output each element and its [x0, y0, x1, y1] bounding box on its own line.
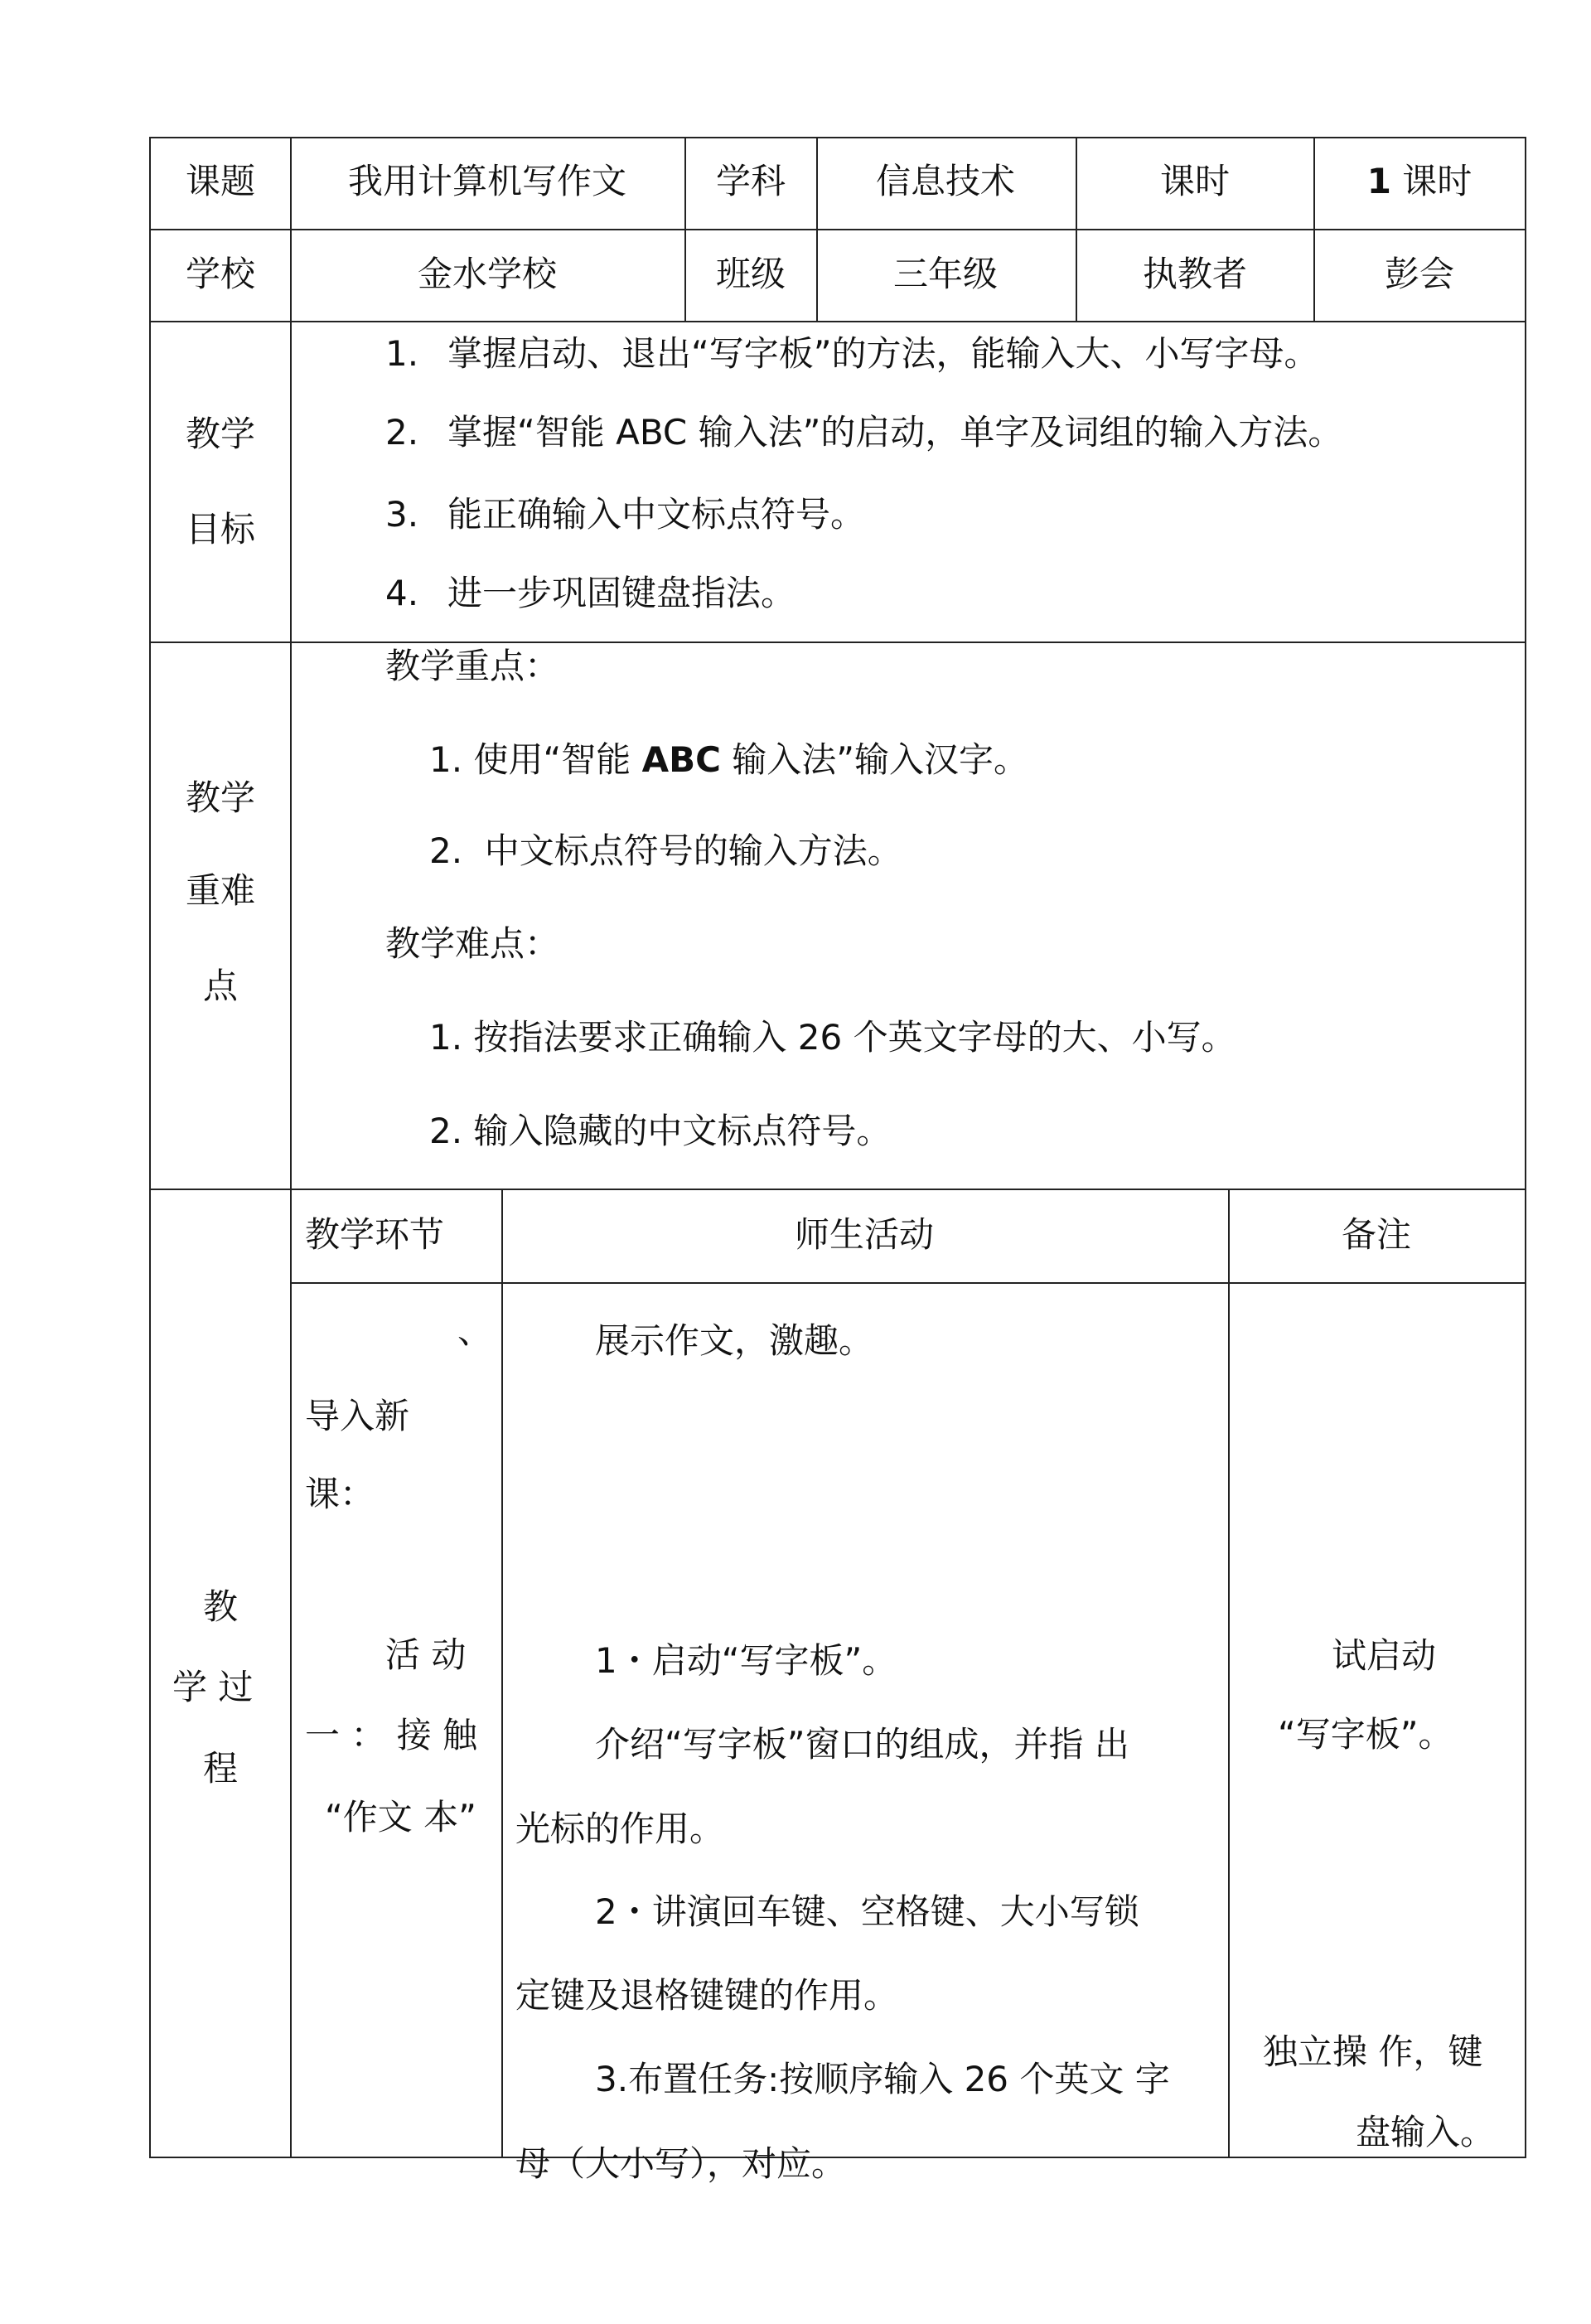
- note-item: 盘输入。: [1356, 2112, 1496, 2152]
- objectives-label-line2: 目标: [185, 509, 256, 550]
- note-item: 试启动: [1331, 1635, 1437, 1676]
- process-label-line1: 教: [202, 1586, 239, 1627]
- teacher-value: 彭会: [1384, 254, 1455, 294]
- period-label: 课时: [1159, 161, 1231, 201]
- class-label: 班级: [715, 254, 786, 294]
- objective-number: 1.: [385, 333, 419, 374]
- focus-item-number: 2.: [429, 830, 463, 871]
- objective-text: 进一步巩固键盘指法。: [447, 573, 796, 613]
- note-item: “写字板”。: [1278, 1714, 1453, 1755]
- activity-intro: 展示作文，激趣。: [595, 1320, 874, 1361]
- key-points-label-line1: 教学: [185, 777, 256, 818]
- objective-number: 4.: [385, 573, 419, 613]
- focus-item-abc: ABC: [641, 739, 721, 780]
- focus-item-text: 使用“智能: [473, 739, 631, 780]
- focus-item-text: 中文标点符号的输入方法。: [484, 830, 902, 871]
- objective-text: 掌握启动、退出“写字板”的方法，能输入大、小写字母。: [447, 333, 1319, 374]
- note-item: 独立操 作，键: [1263, 2031, 1483, 2072]
- subject-label: 课题: [185, 161, 256, 201]
- activity-step: 母（大小写），对应。: [515, 2143, 847, 2184]
- focus-item-2: [429, 830, 902, 871]
- period-unit: 课时: [1402, 161, 1473, 201]
- activity-step: 2・讲演回车键、空格键、大小写锁: [595, 1891, 1139, 1932]
- focus-item-text: 输入法”输入汉字。: [732, 739, 1029, 780]
- school-value: 金水学校: [417, 254, 558, 294]
- objectives-label-line1: 教学: [185, 414, 256, 454]
- school-label: 学校: [185, 254, 256, 294]
- difficulty-item: 2. 输入隐藏的中文标点符号。: [429, 1111, 892, 1151]
- column-header-stage: 教学环节: [305, 1214, 445, 1255]
- activity-step: 定键及退格键键的作用。: [515, 1975, 899, 2016]
- objective-number: 2.: [385, 412, 419, 453]
- activity-step: 3.布置任务:按顺序输入 26 个英文 字: [595, 2059, 1170, 2099]
- subject-value: 我用计算机写作文: [347, 161, 627, 201]
- period-value: [1366, 161, 1473, 201]
- stage-activity-line1: 活 动: [385, 1634, 467, 1675]
- difficulty-heading: 教学难点：: [385, 923, 560, 964]
- column-header-activity: 师生活动: [794, 1214, 935, 1255]
- activity-step: 介绍“写字板”窗口的组成，并指 出: [595, 1724, 1129, 1765]
- stage-activity-line2: 一 ： 接 触: [305, 1715, 478, 1755]
- course-label: 学科: [715, 161, 786, 201]
- objective-number: 3.: [385, 494, 419, 535]
- stage-intro-line1: 导入新: [305, 1396, 410, 1436]
- activity-step: 光标的作用。: [515, 1808, 725, 1849]
- period-number: 1: [1366, 161, 1391, 201]
- stage-intro-line2: 课：: [305, 1474, 375, 1514]
- activity-step: 1・启动“写字板”。: [595, 1640, 897, 1681]
- process-label-line2: 学 过: [172, 1667, 254, 1707]
- process-label-line3: 程: [202, 1748, 239, 1789]
- objective-text: 能正确输入中文标点符号。: [447, 494, 866, 535]
- teacher-label: 执教者: [1142, 254, 1248, 294]
- class-value: 三年级: [892, 254, 999, 294]
- objective-text: 掌握“智能 ABC 输入法”的启动，单字及词组的输入方法。: [447, 412, 1343, 453]
- stage-mark: 、: [457, 1310, 493, 1351]
- key-points-label-line2: 重难: [185, 870, 256, 911]
- difficulty-item: 1. 按指法要求正确输入 26 个英文字母的大、小写。: [429, 1017, 1236, 1058]
- activity-step-clipped: [502, 2130, 1223, 2184]
- stage-activity-line3: “作文 本”: [325, 1797, 476, 1837]
- key-points-label-line3: 点: [202, 966, 239, 1006]
- course-value: 信息技术: [875, 161, 1016, 201]
- focus-item-number: 1.: [429, 739, 463, 780]
- column-header-notes: 备注: [1341, 1214, 1412, 1255]
- focus-heading: 教学重点：: [385, 646, 560, 686]
- focus-item-1: [429, 739, 1029, 780]
